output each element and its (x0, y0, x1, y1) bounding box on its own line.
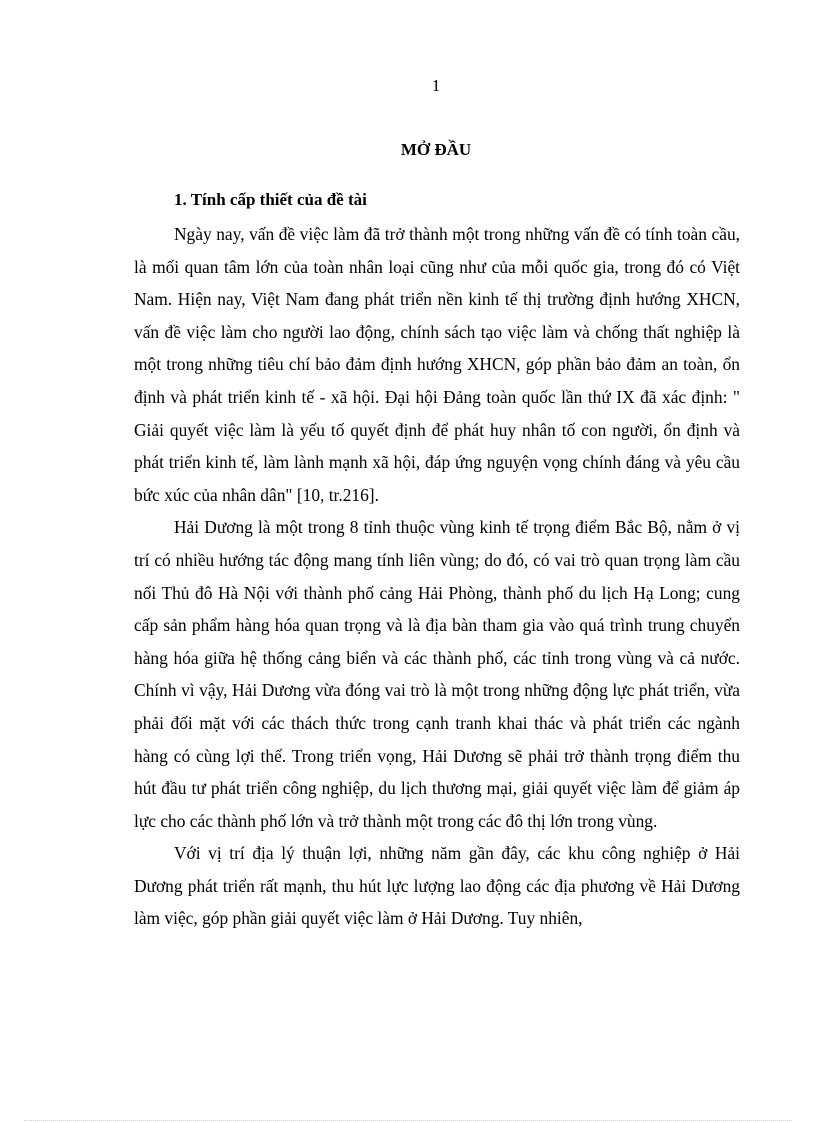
body-text (134, 218, 740, 935)
page-bottom-divider (24, 1120, 792, 1121)
paragraph: Ngày nay, vấn đề việc làm đã trở thành một trong những vấn đề có tính toàn cầu, là mối quan tâm lớn của toàn nhân loại cũng như của mỗi quốc gia, trong đó có Việt Nam. Hiện nay, Việt Nam đang phát triển nền kinh tế thị trường định hướng XHCN, vấn đề việc làm cho người lao động, chính sách tạo việc làm và chống thất nghiệp là một trong những tiêu chí bảo đảm định hướng XHCN, góp phần bảo đảm an toàn, ổn định và phát triển kinh tế - xã hội. Đại hội Đảng toàn quốc lần thứ IX đã xác định: " Giải quyết việc làm là yếu tố quyết định để phát huy nhân tố con người, ổn định và phát triển kinh tế, làm lành mạnh xã hội, đáp ứng nguyện vọng chính đáng và yêu cầu bức xúc của nhân dân" [10, tr.216]. (134, 224, 740, 505)
page-title: MỞ ĐẦU (400, 140, 472, 159)
paragraph: Hải Dương là một trong 8 tỉnh thuộc vùng kinh tế trọng điểm Bắc Bộ, nằm ở vị trí có nhiều hướng tác động mang tính liên vùng; do đó, có vai trò quan trọng làm cầu nối Thủ đô Hà Nội với thành phố cảng Hải Phòng, thành phố du lịch Hạ Long; cung cấp sản phẩm hàng hóa quan trọng và là địa bàn tham gia vào quá trình trung chuyển hàng hóa giữa hệ thống cảng biển và các thành phố, các tỉnh trong vùng và cả nước. Chính vì vậy, Hải Dương vừa đóng vai trò là một trong những động lực phát triển, vừa phải đối mặt với các thách thức trong cạnh tranh khai thác và phát triển các ngành hàng có cùng lợi thế. Trong triển vọng, Hải Dương sẽ phải trở thành trọng điểm thu hút đầu tư phát triển công nghiệp, du lịch thương mại, giải quyết việc làm để giảm áp lực cho các thành phố lớn và trở thành một trong các đô thị lớn trong vùng. (134, 517, 740, 831)
paragraph: Với vị trí địa lý thuận lợi, những năm gần đây, các khu công nghiệp ở Hải Dương phát triển rất mạnh, thu hút lực lượng lao động các địa phương về Hải Dương làm việc, góp phần giải quyết việc làm ở Hải Dương. Tuy nhiên, (134, 843, 740, 929)
page-number: 1 (431, 76, 441, 95)
section-heading: 1. Tính cấp thiết của đề tài (174, 190, 367, 209)
